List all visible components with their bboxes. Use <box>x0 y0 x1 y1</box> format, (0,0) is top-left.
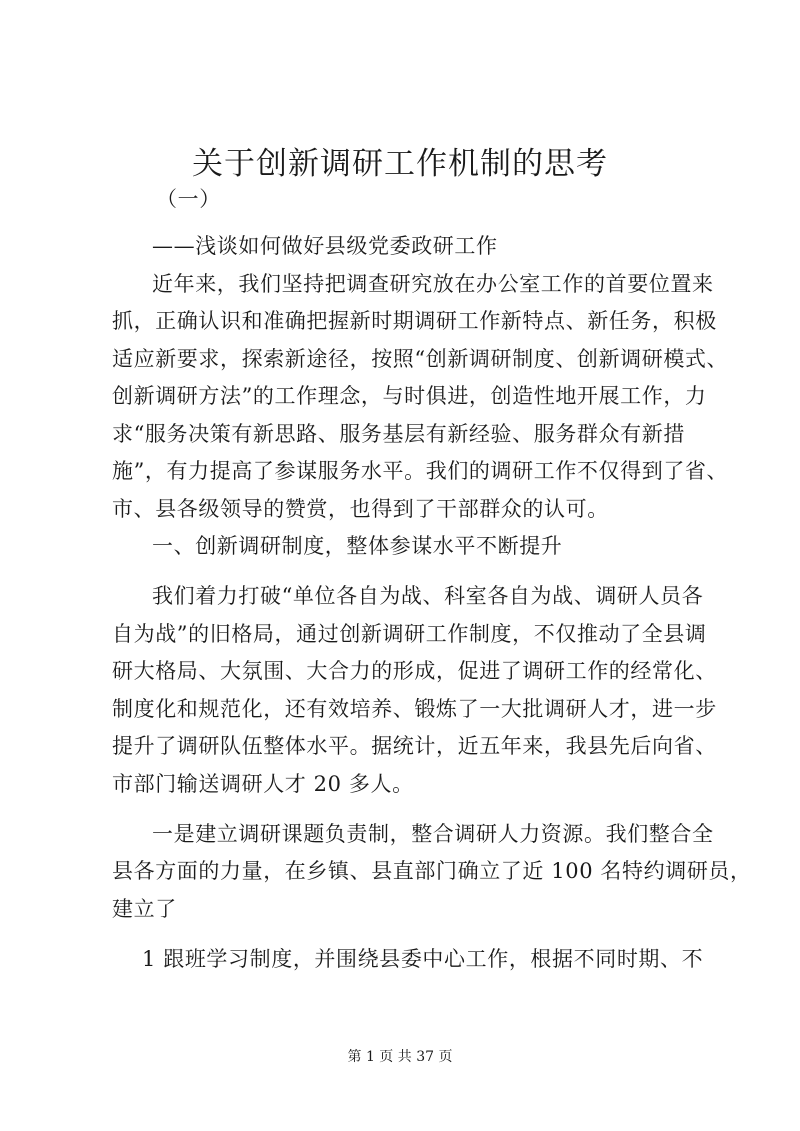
text-line: （一） <box>156 187 221 211</box>
text-line: 自为战”的旧格局，通过创新调研工作制度，不仅推动了全县调 <box>112 622 707 646</box>
page-footer: 第 1 页 共 37 页 <box>347 1049 453 1065</box>
text-line: 近年来，我们坚持把调查研究放在办公室工作的首要位置来 <box>152 272 714 296</box>
text-line: 创新调研方法”的工作理念，与时俱进，创造性地开展工作，力 <box>112 384 707 408</box>
text-line: 一是建立调研课题负责制，整合调研人力资源。我们整合全 <box>152 822 714 846</box>
text-line: 县各方面的力量，在乡镇、县直部门确立了近 100 名特约调研员， <box>112 859 752 883</box>
text-line: 市、县各级领导的赞赏，也得到了干部群众的认可。 <box>112 497 609 521</box>
text-line: 研大格局、大氛围、大合力的形成，促进了调研工作的经常化、 <box>112 659 717 683</box>
text-line: 我们着力打破“单位各自为战、科室各自为战、调研人员各 <box>152 584 704 608</box>
text-line: 市部门输送调研人才 20 多人。 <box>112 772 414 796</box>
section-heading: 一、创新调研制度，整体参谋水平不断提升 <box>152 534 563 558</box>
text-line: 抓，正确认识和准确把握新时期调研工作新特点、新任务，积极 <box>112 309 717 333</box>
text-line: 制度化和规范化，还有效培养、锻炼了一大批调研人才，进一步 <box>112 697 717 721</box>
text-line: 提升了调研队伍整体水平。据统计，近五年来，我县先后向省、 <box>112 734 717 758</box>
page-title: 关于创新调研工作机制的思考 <box>192 146 608 182</box>
text-line: ——浅谈如何做好县级党委政研工作 <box>152 234 498 258</box>
text-line: 建立了 <box>112 897 177 921</box>
text-line: 1 跟班学习制度，并围绕县委中心工作，根据不同时期、不 <box>142 947 704 971</box>
text-line: 施”，有力提高了参谋服务水平。我们的调研工作不仅得到了省、 <box>112 459 729 483</box>
text-line: 适应新要求，探索新途径，按照“创新调研制度、创新调研模式、 <box>112 347 729 371</box>
text-line: 求“服务决策有新思路、服务基层有新经验、服务群众有新措 <box>112 422 685 446</box>
